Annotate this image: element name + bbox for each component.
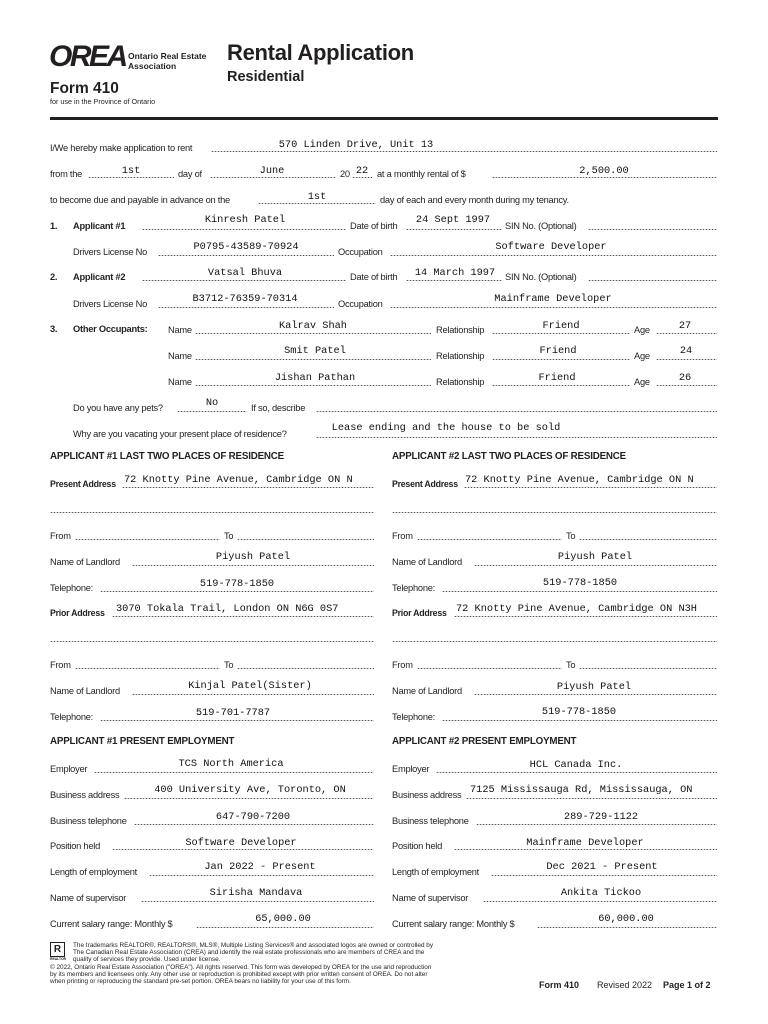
occupant1-name-value[interactable]: Kalrav Shah	[279, 320, 347, 332]
a2-employer-line	[436, 772, 717, 773]
province-note: for use in the Province of Ontario	[50, 97, 156, 106]
a1-salary-value[interactable]: 65,000.00	[255, 913, 311, 925]
a1-employer-label: Employer	[50, 764, 88, 774]
a1-present-value[interactable]: 72 Knotty Pine Avenue, Cambridge ON N	[124, 474, 353, 486]
a2-prior-phone-value[interactable]: 519-778-1850	[541, 706, 617, 718]
a2-residence-heading: APPLICANT #2 LAST TWO PLACES OF RESIDENCE	[392, 451, 627, 462]
a2-present-from-line	[417, 539, 562, 540]
realtor-logo	[50, 942, 65, 959]
footer-page-number: Page 1 of 2	[663, 980, 711, 990]
occupant1-name-line	[195, 333, 431, 334]
apply-address-value[interactable]: 570 Linden Drive, Unit 13	[278, 139, 434, 151]
pets-label: Do you have any pets?	[73, 403, 163, 413]
a2-prior-landlord-label: Name of Landlord	[392, 686, 462, 696]
applicant1-label: Applicant #1	[73, 221, 126, 231]
applicant2-dob-value[interactable]: 14 March 1997	[414, 267, 496, 279]
year-value[interactable]: 22	[355, 165, 369, 177]
a2-present-phone-line	[442, 591, 717, 592]
year-prefix: 20	[340, 169, 350, 179]
a2-present-landlord-label: Name of Landlord	[392, 557, 462, 567]
month-line	[210, 177, 336, 178]
occupant1-relationship-label: Relationship	[436, 325, 485, 335]
a1-present-phone-label: Telephone:	[50, 583, 93, 593]
occupant2-age-line	[656, 359, 717, 360]
occupant1-name-label: Name	[168, 325, 192, 335]
occupant1-age-label: Age	[634, 325, 650, 335]
monthly-rental-label: at a monthly rental of $	[377, 169, 466, 179]
trademark-line2: The Canadian Real Estate Association (CREA) and identify the real estate professionals who are members of CREA and the	[73, 949, 425, 956]
applicant1-name-value[interactable]: Kinresh Patel	[204, 214, 286, 226]
month-value[interactable]: June	[259, 165, 285, 177]
a1-prior-to-label: To	[224, 660, 234, 670]
occupant2-name-line	[195, 359, 431, 360]
a2-prior-line2	[392, 641, 717, 642]
a2-address-value[interactable]: 7125 Mississauga Rd, Mississauga, ON	[470, 784, 693, 796]
a1-employer-value[interactable]: TCS North America	[178, 758, 284, 770]
a1-present-phone-value[interactable]: 519-778-1850	[199, 578, 275, 590]
a1-residence-heading: APPLICANT #1 LAST TWO PLACES OF RESIDENCE	[50, 451, 285, 462]
a1-present-from-line	[75, 539, 220, 540]
occupant1-relationship-value[interactable]: Friend	[542, 320, 580, 332]
a1-position-value[interactable]: Software Developer	[185, 837, 297, 849]
applicant1-name-line	[142, 229, 346, 230]
a2-prior-value[interactable]: 72 Knotty Pine Avenue, Cambridge ON N3H	[456, 603, 697, 615]
a1-length-value[interactable]: Jan 2022 - Present	[204, 861, 316, 873]
vacating-value[interactable]: Lease ending and the house to be sold	[331, 422, 561, 434]
a1-address-line	[124, 798, 374, 799]
a1-prior-landlord-line	[132, 694, 374, 695]
a1-prior-from-label: From	[50, 660, 71, 670]
occupant2-age-value[interactable]: 24	[679, 345, 693, 357]
applicant2-license-value[interactable]: B3712-76359-70314	[192, 293, 298, 305]
a2-present-to-label: To	[566, 531, 576, 541]
a1-present-label: Present Address	[50, 479, 116, 489]
a2-employment-heading: APPLICANT #2 PRESENT EMPLOYMENT	[392, 736, 577, 747]
orea-logo: OREA	[49, 40, 126, 73]
a1-employer-line	[94, 772, 374, 773]
due-label: to become due and payable in advance on the	[50, 195, 230, 205]
applicant1-sin-line	[588, 229, 717, 230]
occupant3-name-line	[195, 385, 431, 386]
header-rule	[50, 117, 718, 120]
a1-position-label: Position held	[50, 841, 100, 851]
a2-prior-phone-label: Telephone:	[392, 712, 435, 722]
footer-revised: Revised 2022	[597, 980, 653, 990]
a1-present-to-line	[237, 539, 374, 540]
occupant2-relationship-line	[492, 359, 630, 360]
from-label: from the	[50, 169, 83, 179]
from-day-line	[88, 177, 174, 178]
pets-line	[177, 411, 247, 412]
a2-supervisor-value[interactable]: Ankita Tickoo	[560, 887, 642, 899]
trademark-notice	[73, 942, 503, 963]
a2-prior-line	[454, 616, 717, 617]
a1-prior-phone-value[interactable]: 519-701-7787	[195, 707, 271, 719]
applicant2-dob-line	[406, 280, 502, 281]
copyright-notice	[50, 964, 520, 985]
a2-employer-label: Employer	[392, 764, 430, 774]
occupants-number: 3.	[50, 324, 58, 334]
a1-address-value[interactable]: 400 University Ave, Toronto, ON	[154, 784, 346, 796]
realtor-caption: REALTOR	[50, 957, 67, 961]
occupant3-name-value[interactable]: Jishan Pathan	[274, 372, 356, 384]
a2-length-value[interactable]: Dec 2021 - Present	[546, 861, 658, 873]
due-day-value[interactable]: 1st	[307, 191, 327, 203]
occupant3-relationship-label: Relationship	[436, 377, 485, 387]
a1-present-landlord-value[interactable]: Piyush Patel	[215, 551, 291, 563]
a2-salary-line	[537, 927, 717, 928]
a2-business-phone-value[interactable]: 289-729-1122	[563, 811, 639, 823]
applicant1-sin-label: SIN No. (Optional)	[505, 221, 577, 231]
a2-position-label: Position held	[392, 841, 442, 851]
a1-supervisor-value[interactable]: Sirisha Mandava	[209, 887, 303, 899]
a1-prior-line2	[50, 641, 374, 642]
due-day-line	[258, 203, 376, 204]
a1-employment-heading: APPLICANT #1 PRESENT EMPLOYMENT	[50, 736, 235, 747]
a1-prior-value[interactable]: 3070 Tokala Trail, London ON N6G 0S7	[116, 603, 339, 615]
trademark-line1: The trademarks REALTOR®, REALTORS®, MLS®, Multiple Listing Services® and associated logos are owned or controlled by	[73, 942, 434, 949]
occupant3-relationship-value[interactable]: Friend	[538, 372, 576, 384]
a1-prior-phone-label: Telephone:	[50, 712, 93, 722]
applicant2-name-line	[142, 280, 346, 281]
occupant3-age-value[interactable]: 26	[678, 372, 692, 384]
a2-present-line	[464, 487, 717, 488]
applicant1-number: 1.	[50, 221, 58, 231]
a2-prior-phone-line	[442, 720, 717, 721]
a1-supervisor-label: Name of supervisor	[50, 893, 127, 903]
occupant1-age-line	[656, 333, 717, 334]
a2-prior-landlord-value[interactable]: Piyush Patel	[556, 681, 632, 693]
a1-business-phone-label: Business telephone	[50, 816, 127, 826]
trademark-line3: quality of services they provide. Used under license.	[73, 956, 221, 963]
vacating-label: Why are you vacating your present place of residence?	[73, 429, 287, 439]
applicant1-occupation-value[interactable]: Software Developer	[495, 241, 607, 253]
a2-present-value[interactable]: 72 Knotty Pine Avenue, Cambridge ON N	[465, 474, 694, 486]
a1-address-label: Business address	[50, 790, 120, 800]
year-line	[352, 177, 372, 178]
copyright-line1: © 2022, Ontario Real Estate Association ("OREA"). All rights reserved. This form was developed by OREA for the use and reproduction	[50, 964, 432, 971]
applicant2-occupation-value[interactable]: Mainframe Developer	[494, 293, 612, 305]
a1-prior-phone-line	[100, 720, 374, 721]
a1-prior-line	[112, 616, 374, 617]
occupant1-age-value[interactable]: 27	[678, 320, 692, 332]
a2-present-phone-label: Telephone:	[392, 583, 435, 593]
occupant2-name-value[interactable]: Smit Patel	[284, 345, 346, 357]
a1-prior-label: Prior Address	[50, 608, 105, 618]
applicant2-name-value[interactable]: Vatsal Bhuva	[207, 267, 283, 279]
a2-prior-label: Prior Address	[392, 608, 447, 618]
applicant2-occupation-line	[390, 307, 717, 308]
a2-present-landlord-line	[474, 565, 717, 566]
applicant2-sin-label: SIN No. (Optional)	[505, 272, 577, 282]
a2-business-phone-line	[476, 824, 717, 825]
form-subtitle: Residential	[227, 69, 305, 85]
occupant3-relationship-line	[492, 385, 630, 386]
a2-salary-label: Current salary range: Monthly $	[392, 919, 515, 929]
a2-business-phone-label: Business telephone	[392, 816, 469, 826]
occupant2-relationship-value[interactable]: Friend	[539, 345, 577, 357]
a2-supervisor-label: Name of supervisor	[392, 893, 469, 903]
applicant1-dob-value[interactable]: 24 Sept 1997	[415, 214, 491, 226]
a2-length-line	[491, 875, 717, 876]
a2-position-value[interactable]: Mainframe Developer	[526, 837, 644, 849]
a1-present-from-label: From	[50, 531, 71, 541]
applicant2-number: 2.	[50, 272, 58, 282]
pets-value[interactable]: No	[205, 397, 219, 409]
form-title: Rental Application	[227, 40, 414, 65]
occupant2-age-label: Age	[634, 351, 650, 361]
a1-salary-label: Current salary range: Monthly $	[50, 919, 173, 929]
apply-line	[211, 151, 717, 152]
a1-present-phone-line	[100, 591, 374, 592]
a2-prior-from-label: From	[392, 660, 413, 670]
a2-present-label: Present Address	[392, 479, 458, 489]
a2-prior-landlord-line	[474, 694, 717, 695]
form-number: Form 410	[50, 80, 119, 97]
pets-describe-label: If so, describe	[251, 403, 306, 413]
occupants-label: Other Occupants:	[73, 324, 148, 334]
from-day-value[interactable]: 1st	[121, 165, 141, 177]
a2-present-line2	[392, 512, 717, 513]
occupant3-age-line	[656, 385, 717, 386]
a2-address-line	[466, 798, 717, 799]
a2-supervisor-line	[483, 901, 717, 902]
vacating-line	[316, 437, 717, 438]
due-suffix: day of each and every month during my tenancy.	[380, 195, 569, 205]
a1-position-line	[112, 849, 374, 850]
a2-prior-to-line	[579, 668, 717, 669]
applicant1-dob-line	[406, 229, 502, 230]
a1-prior-to-line	[237, 668, 374, 669]
a1-salary-line	[196, 927, 374, 928]
a1-supervisor-line	[141, 901, 374, 902]
occupant3-name-label: Name	[168, 377, 192, 387]
day-of-label: day of	[178, 169, 202, 179]
applicant2-label: Applicant #2	[73, 272, 126, 282]
rent-line	[492, 177, 717, 178]
a2-length-label: Length of employment	[392, 867, 479, 877]
apply-label: I/We hereby make application to rent	[50, 143, 193, 153]
a2-position-line	[454, 849, 717, 850]
a2-present-landlord-value[interactable]: Piyush Patel	[557, 551, 633, 563]
applicant1-dob-label: Date of birth	[350, 221, 398, 231]
a1-present-landlord-label: Name of Landlord	[50, 557, 120, 567]
a1-business-phone-value[interactable]: 647-790-7200	[215, 811, 291, 823]
org-name	[128, 52, 206, 71]
copyright-line2: by its members and licensees only. Any other use or reproduction is prohibited except with prior written consent of OREA. Do not alter	[50, 971, 428, 978]
footer-form-number: Form 410	[539, 980, 580, 990]
realtor-r-mark: R	[50, 942, 65, 957]
a1-business-phone-line	[134, 824, 374, 825]
a1-prior-from-line	[75, 668, 220, 669]
occupant3-age-label: Age	[634, 377, 650, 387]
applicant2-dob-label: Date of birth	[350, 272, 398, 282]
occupant1-relationship-line	[492, 333, 630, 334]
a2-salary-value[interactable]: 60,000.00	[598, 913, 654, 925]
a1-prior-landlord-label: Name of Landlord	[50, 686, 120, 696]
a2-present-to-line	[579, 539, 717, 540]
a1-present-to-label: To	[224, 531, 234, 541]
a1-present-line2	[50, 512, 374, 513]
applicant1-license-line	[158, 255, 334, 256]
applicant1-license-label: Drivers License No	[73, 247, 148, 257]
a2-present-phone-value[interactable]: 519-778-1850	[542, 577, 618, 589]
a2-employer-value[interactable]: HCL Canada Inc.	[529, 759, 623, 771]
org-name-line1: Ontario Real Estate	[128, 51, 207, 61]
applicant1-occupation-label: Occupation	[338, 247, 383, 257]
applicant2-sin-line	[588, 280, 717, 281]
applicant1-occupation-line	[390, 255, 717, 256]
a2-address-label: Business address	[392, 790, 462, 800]
occupant2-relationship-label: Relationship	[436, 351, 485, 361]
copyright-line3: when printing or reproducing the standard pre-set portion. OREA bears no liability for your use of this form.	[50, 978, 351, 985]
org-name-line2: Association	[128, 60, 177, 71]
applicant2-occupation-label: Occupation	[338, 299, 383, 309]
applicant2-license-line	[158, 307, 334, 308]
a2-present-from-label: From	[392, 531, 413, 541]
rent-value[interactable]: 2,500.00	[579, 165, 629, 177]
a2-prior-to-label: To	[566, 660, 576, 670]
a1-length-label: Length of employment	[50, 867, 137, 877]
a1-length-line	[149, 875, 374, 876]
applicant1-license-value[interactable]: P0795-43589-70924	[193, 241, 299, 253]
occupant2-name-label: Name	[168, 351, 192, 361]
applicant2-license-label: Drivers License No	[73, 299, 148, 309]
a2-prior-from-line	[417, 668, 562, 669]
pets-describe-line	[316, 411, 717, 412]
a1-present-line	[122, 487, 374, 488]
a1-present-landlord-line	[132, 565, 374, 566]
a1-prior-landlord-value[interactable]: Kinjal Patel(Sister)	[188, 680, 312, 692]
